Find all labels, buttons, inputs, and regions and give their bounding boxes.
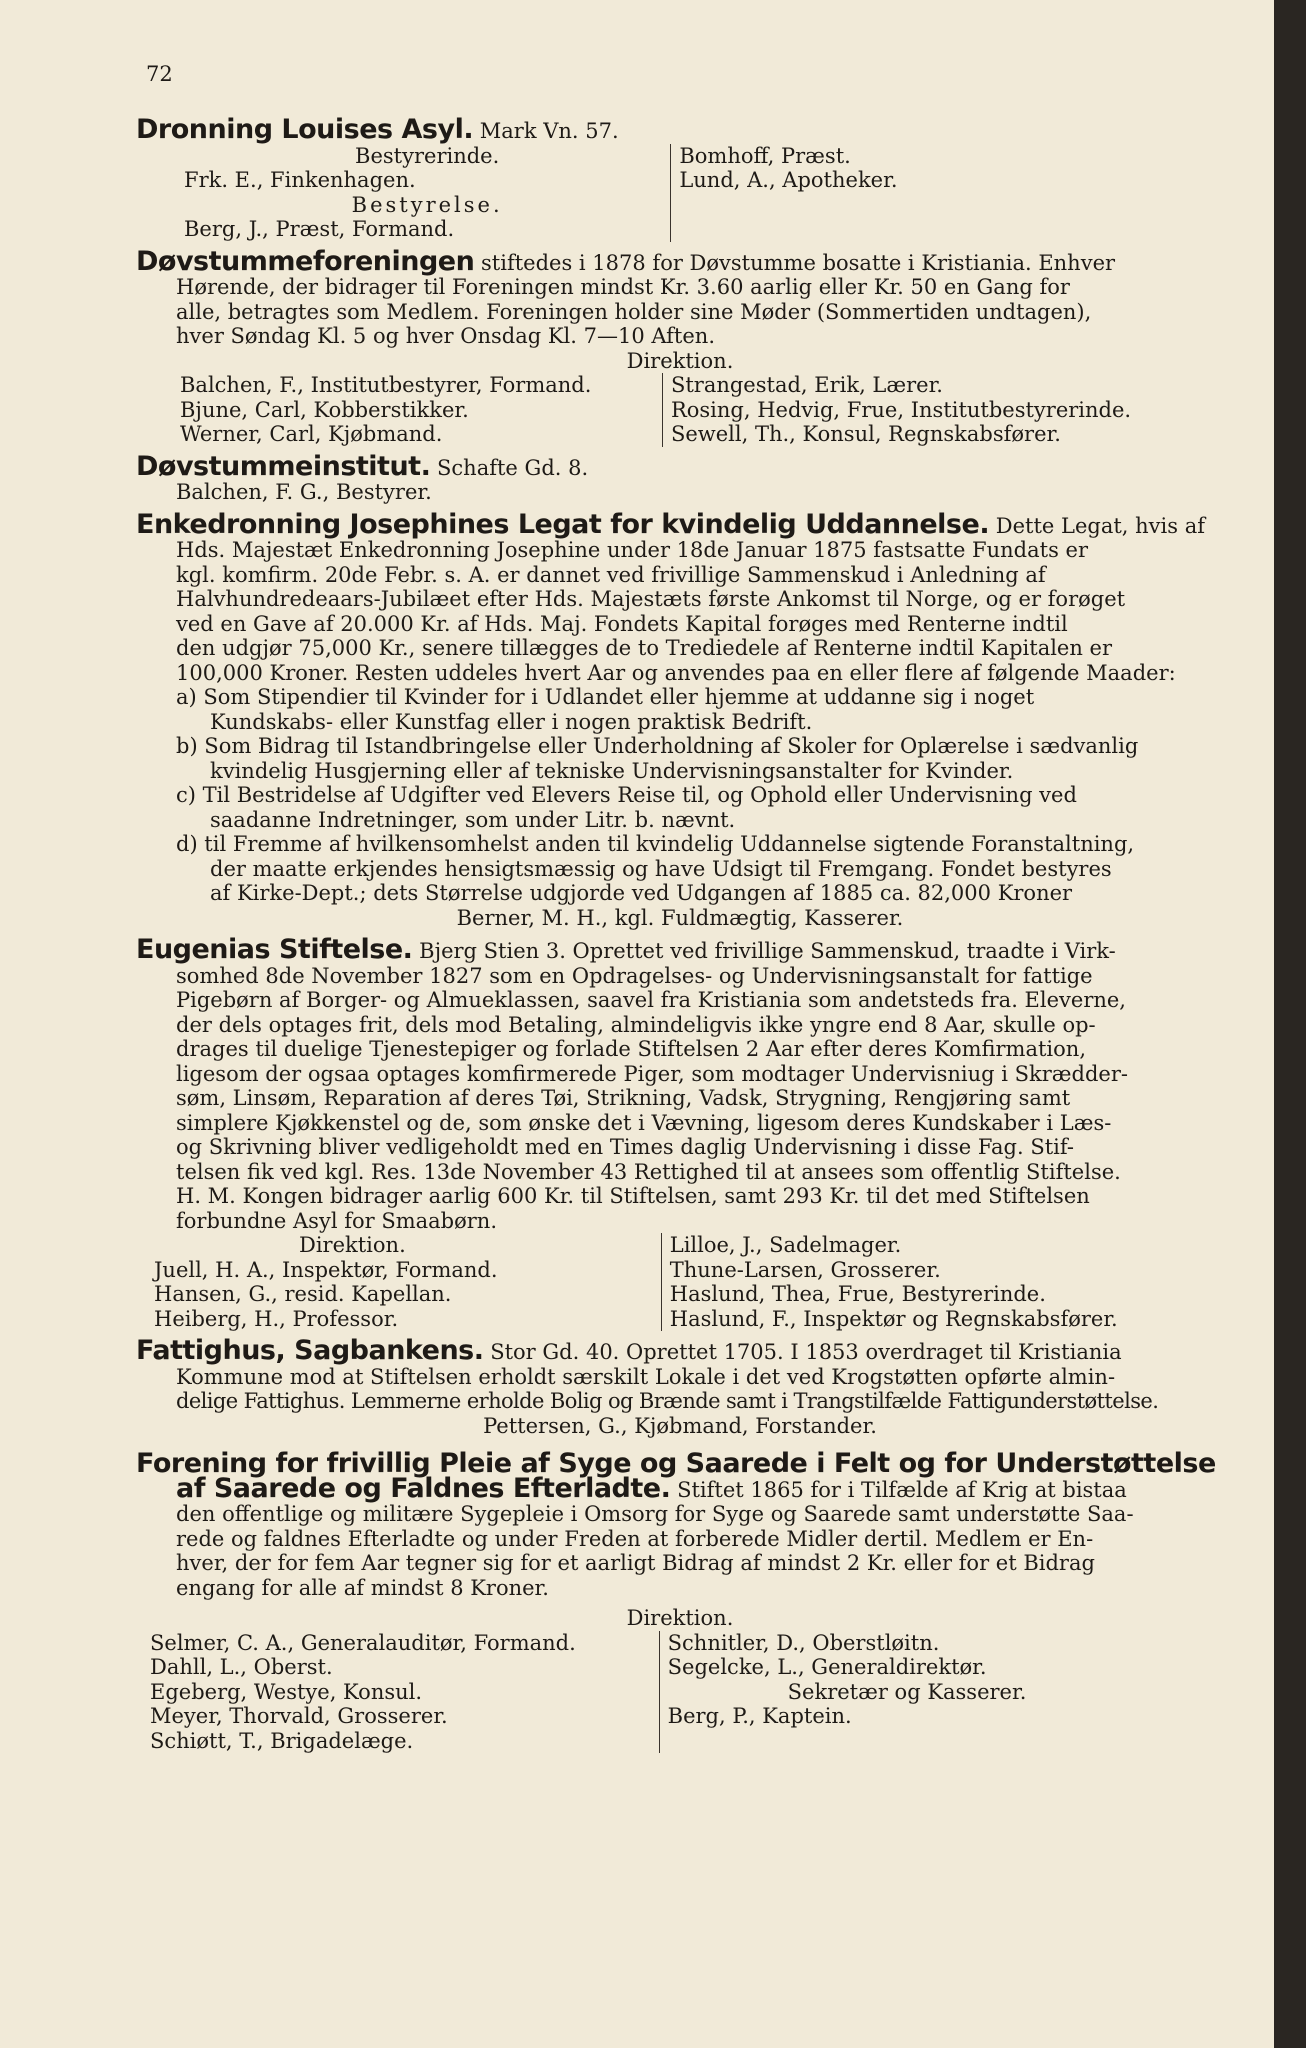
body-line: rede og faldnes Efterladte og under Freden at forberede Midler dertil. Medlem er En- <box>176 1526 1094 1551</box>
entry-title: Døvstummeinstitut. <box>136 450 431 482</box>
body-line: Pigebørn af Borger- og Almueklassen, saavel fra Kristiania som andetsteds fra. Eleverne, <box>176 988 1126 1012</box>
entry-title: Fattighus, Sagbankens. <box>136 1335 484 1366</box>
body-line: delige Fattighus. Lemmerne erholde Bolig og Brænde samt i Trangstilfælde Fattigunderstøttelse. <box>176 1389 1159 1413</box>
board-left <box>154 1233 661 1331</box>
member: Schnitler, D., Oberstløitn. <box>667 1630 940 1655</box>
member: Thune-Larsen, Grosserer. <box>669 1257 941 1282</box>
member: Werner, Carl, Kjøbmand. <box>180 422 443 446</box>
list-item: b) Som Bidrag til Istandbringelse eller Underholdning af Skoler for Oplærelse i sædvanlig kvindelig Husgjerning eller af tekniske Undervisningsanstalter for Kvinder. <box>176 734 1139 783</box>
body-line: H. M. Kongen bidrager aarlig 600 Kr. til Stiftelsen, samt 293 Kr. til det med Stiftelsen <box>176 1184 1090 1208</box>
body-line: Halvhundredeaars-Jubilæet efter Hds. Majestæts første Ankomst til Norge, og er forøget <box>176 587 1126 611</box>
member: Berg, J., Præst, Formand. <box>184 217 455 241</box>
board-left <box>184 144 670 242</box>
entry-josephines-legat <box>136 508 1224 931</box>
body-line: Dette Legat, hvis af <box>995 513 1205 538</box>
board-label: Direktion. <box>626 348 734 373</box>
list-item: d) til Fremme af hvilkensomhelst anden til kvindelig Uddannelse sigtende Foranstaltning, der maatte erkjendes hensigtsmæssig og have Udsigt til Fremgang. Fondet bestyres af Kirke-Dept.; dets Størrelse udgjorde ved Udgangen af 1885 ca. 82,000 Kroner <box>176 832 1135 905</box>
entry-title: Eugenias Stiftelse. <box>136 934 413 965</box>
entry-dronning-louises-asyl <box>136 114 1224 242</box>
entry-forening-frivillig-pleie <box>136 1448 1224 1753</box>
entry-title: Døvstummeforeningen <box>136 245 475 277</box>
member: Juell, H. A., Inspektør, Formand. <box>154 1257 498 1282</box>
board-columns <box>136 144 1224 242</box>
body-line: kgl. komfirm. 20de Febr. s. A. er dannet ved frivillige Sammenskud i Anledning af <box>176 562 1046 587</box>
body-line: Stiftet 1865 for i Tilfælde af Krig at bistaa <box>677 1477 1127 1502</box>
member: Balchen, F., Institutbestyrer, Formand. <box>180 373 592 397</box>
body-line: hver Søndag Kl. 5 og hver Onsdag Kl. 7—10 Aften. <box>176 324 715 348</box>
entry-address: Schafte Gd. 8. <box>437 455 589 480</box>
body-line: simplere Kjøkkenstel og de, som ønske det i Vævning, ligesom deres Kundskaber i Læs- <box>176 1110 1112 1135</box>
member: Lilloe, J., Sadelmager. <box>669 1233 902 1257</box>
body-line: telsen fik ved kgl. Res. 13de November 43 Rettighed til at ansees som offentlig Stiftelse. <box>176 1159 1121 1184</box>
body-line: somhed 8de November 1827 som en Opdragelses- og Undervisningsanstalt for fattige <box>176 963 1093 988</box>
body-line: Kommune mod at Stiftelsen erholdt særskilt Lokale i det ved Krogstøtten opførte almin- <box>176 1364 1116 1389</box>
entry-fattighus-sagbankens <box>136 1335 1224 1438</box>
signature: Berner, M. H., kgl. Fuldmægtig, Kasserer. <box>456 905 904 930</box>
member: Dahll, L., Oberst. <box>150 1655 333 1679</box>
entry-dovstummeinstitut <box>136 450 1224 505</box>
member: Heiberg, H., Professor. <box>154 1306 399 1331</box>
entry-dovstummeforeningen <box>136 245 1224 447</box>
board-label: Direktion. <box>299 1233 406 1257</box>
body-line: søm, Linsøm, Reparation af deres Tøi, Strikning, Vadsk, Strygning, Rengjøring samt <box>176 1086 1071 1110</box>
list-item: c) Til Bestridelse af Udgifter ved Elevers Reise til, og Ophold eller Undervisning ved saadanne Indretninger, som under Litr. b. nævnt. <box>176 783 1077 832</box>
entry-title: Dronning Louises Asyl. <box>136 114 474 145</box>
member: Lund, A., Apotheker. <box>679 168 898 192</box>
member: Egeberg, Westye, Konsul. <box>150 1679 423 1704</box>
board-columns <box>136 1631 1224 1754</box>
board-label: Sekretær og Kasserer. <box>787 1679 1027 1704</box>
member: Frk. E., Finkenhagen. <box>184 168 416 192</box>
body-line: og Skrivning bliver vedligeholdt med en Times daglig Undervisning i disse Fag. Stif- <box>176 1135 1074 1159</box>
entry-title-cont: af Saarede og Faldnes Efterladte. <box>176 1472 671 1504</box>
member: Bjune, Carl, Kobberstikker. <box>180 397 469 422</box>
body-line: alle, betragtes som Medlem. Foreningen holder sine Møder (Sommertiden undtagen), <box>176 299 1092 324</box>
body-line: Stor Gd. 40. Oprettet 1705. I 1853 overdraget til Kristiania <box>490 1340 1122 1364</box>
member: Berg, P., Kaptein. <box>667 1704 852 1728</box>
board-left <box>150 1631 659 1754</box>
entry-title: Enkedronning Josephines Legat for kvindelig Uddannelse. <box>136 508 990 540</box>
board-right <box>661 1233 1224 1331</box>
body-line: stiftedes i 1878 for Døvstumme bosatte i Kristiania. Enhver <box>481 250 1116 275</box>
body-line: der dels optages frit, dels mod Betaling, almindeligvis ikke yngre end 8 Aar, skulle op- <box>176 1012 1096 1037</box>
signature: Pettersen, G., Kjøbmand, Forstander. <box>483 1413 877 1438</box>
body-line: engang for alle af mindst 8 Kroner. <box>176 1575 549 1600</box>
member: Hansen, G., resid. Kapellan. <box>154 1282 452 1306</box>
entry-title: Forening for frivillig Pleie af Syge og Saarede i Felt og for Understøttelse <box>136 1448 1216 1479</box>
member: Rosing, Hedvig, Frue, Institutbestyrerinde. <box>670 397 1132 422</box>
list-item: a) Som Stipendier til Kvinder for i Udlandet eller hjemme at uddanne sig i noget Kundskabs- eller Kunstfag eller i nogen praktisk Bedrift. <box>176 685 1035 734</box>
member: Selmer, C. A., Generalauditør, Formand. <box>150 1630 576 1655</box>
body-line: den udgjør 75,000 Kr., senere tillægges de to Trediedele af Renterne indtil Kapitalen er <box>176 636 1113 660</box>
body-line: ved en Gave af 20.000 Kr. af Hds. Maj. Fondets Kapital forøges med Renterne indtil <box>176 611 1068 636</box>
body-line: Hds. Majestæt Enkedronning Josephine under 18de Januar 1875 fastsatte Fundats er <box>176 538 1089 562</box>
member: Balchen, F. G., Bestyrer. <box>176 480 432 504</box>
member: Bomhoff, Præst. <box>679 143 851 168</box>
member: Haslund, Thea, Frue, Bestyrerinde. <box>669 1282 1046 1306</box>
body-line: Hørende, der bidrager til Foreningen mindst Kr. 3.60 aarlig eller Kr. 50 en Gang for <box>176 275 1070 299</box>
body-line: forbundne Asyl for Smaabørn. <box>176 1208 498 1233</box>
board-left <box>180 373 662 447</box>
body-line: drages til duelige Tjenestepiger og forlade Stiftelsen 2 Aar efter deres Komfirmation, <box>176 1037 1086 1061</box>
entry-address: Mark Vn. 57. <box>479 119 619 143</box>
board-right <box>662 373 1224 447</box>
board-columns <box>136 1233 1224 1331</box>
body-line: 100,000 Kroner. Resten uddeles hvert Aar og anvendes paa en eller flere af følgende Maader: <box>176 660 1176 685</box>
board-label: Bestyrelse. <box>351 192 503 217</box>
page-number: 72 <box>146 62 173 86</box>
member: Segelcke, L., Generaldirektør. <box>667 1655 987 1679</box>
member: Schiøtt, T., Brigadelæge. <box>150 1728 414 1753</box>
body-line: hver, der for fem Aar tegner sig for et aarligt Bidrag af mindst 2 Kr. eller for et Bidrag <box>176 1551 1095 1575</box>
board-columns <box>136 373 1224 447</box>
board-label: Bestyrerinde. <box>355 143 500 168</box>
body-line: Bjerg Stien 3. Oprettet ved frivillige Sammenskud, traadte i Virk- <box>419 939 1116 963</box>
member: Meyer, Thorvald, Grosserer. <box>150 1704 448 1728</box>
body-line: den offentlige og militære Sygepleie i Omsorg for Syge og Saarede samt understøtte Saa- <box>176 1502 1134 1526</box>
board-right <box>670 144 1224 242</box>
member: Strangestad, Erik, Lærer. <box>670 373 943 397</box>
board-right <box>659 1631 1224 1754</box>
entry-eugenias-stiftelse <box>136 934 1224 1331</box>
member: Haslund, F., Inspektør og Regnskabsfører. <box>669 1306 1118 1331</box>
board-label: Direktion. <box>626 1606 734 1630</box>
member: Sewell, Th., Konsul, Regnskabsfører. <box>670 422 1061 446</box>
body-line: ligesom der ogsaa optages komfirmerede Piger, som modtager Undervisniug i Skrædder- <box>176 1061 1128 1086</box>
